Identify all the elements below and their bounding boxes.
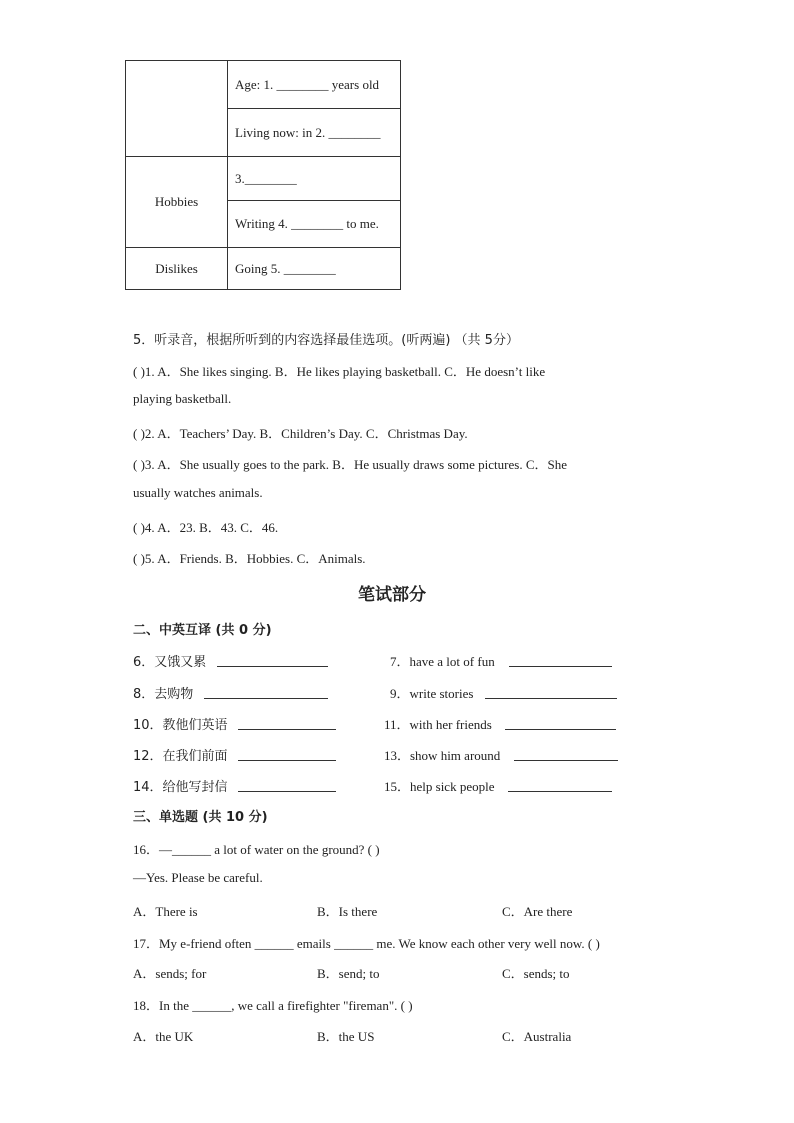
- listening-q3-line2: usually watches animals.: [133, 485, 263, 500]
- listening-q2: ( )2. A．Teachers’ Day. B．Children’s Day. C．Christmas Day.: [133, 426, 468, 441]
- choice-q17-option-b: B．send; to: [317, 966, 380, 981]
- listening-heading: 5．听录音，根据所听到的内容选择最佳选项。(听两遍) （共 5分）: [133, 333, 519, 348]
- translate-item-7: 7．have a lot of fun: [390, 654, 495, 669]
- choice-heading: 三、单选题 (共 10 分): [133, 810, 268, 825]
- table-cell-age: Age: 1. ________ years old: [228, 61, 401, 109]
- answer-line-15: [508, 791, 612, 792]
- answer-line-12: [238, 760, 336, 761]
- listening-q1-line2: playing basketball.: [133, 391, 232, 406]
- choice-q18-option-a: A．the UK: [133, 1029, 194, 1044]
- listening-q5: ( )5. A．Friends. B．Hobbies. C．Animals.: [133, 551, 366, 566]
- answer-line-11: [505, 729, 616, 730]
- table-cell-living: Living now: in 2. ________: [228, 109, 401, 157]
- listening-q4: ( )4. A．23. B．43. C．46.: [133, 520, 279, 535]
- answer-line-8: [204, 698, 328, 699]
- choice-q18: 18．In the ______, we call a firefighter "fireman". ( ): [133, 998, 413, 1013]
- written-section-title: 笔试部分: [358, 585, 426, 605]
- answer-line-10: [238, 729, 336, 730]
- answer-line-13: [514, 760, 618, 761]
- choice-q16-option-b: B．Is there: [317, 904, 378, 919]
- table-cell-hobby3: 3.________: [228, 157, 401, 201]
- translate-item-8: 8．去购物: [133, 687, 194, 702]
- choice-q18-option-c: C．Australia: [502, 1029, 572, 1044]
- choice-q17-option-c: C．sends; to: [502, 966, 570, 981]
- table-label-hobbies: Hobbies: [126, 157, 228, 248]
- translate-item-9: 9．write stories: [390, 686, 474, 701]
- translate-item-10: 10．教他们英语: [133, 718, 228, 733]
- translate-item-6: 6．又饿又累: [133, 655, 207, 670]
- table-label-blank: [126, 61, 228, 157]
- choice-q18-option-b: B．the US: [317, 1029, 375, 1044]
- translate-item-14: 14．给他写封信: [133, 780, 228, 795]
- choice-q17-option-a: A．sends; for: [133, 966, 207, 981]
- table-cell-hobby4: Writing 4. ________ to me.: [228, 201, 401, 248]
- choice-q16-reply: —Yes. Please be careful.: [133, 870, 263, 885]
- choice-q17: 17．My e-friend often ______ emails ______ me. We know each other very well now. ( ): [133, 936, 600, 951]
- table-cell-dislike5: Going 5. ________: [228, 248, 401, 290]
- table-label-dislikes: Dislikes: [126, 248, 228, 290]
- translate-heading: 二、中英互译 (共 0 分): [133, 623, 272, 638]
- answer-line-9: [485, 698, 617, 699]
- answer-line-7: [509, 666, 612, 667]
- choice-q16-option-c: C．Are there: [502, 904, 573, 919]
- translate-item-15: 15．help sick people: [384, 779, 495, 794]
- answer-line-6: [217, 666, 328, 667]
- translate-item-11: 11．with her friends: [384, 717, 492, 732]
- answer-line-14: [238, 791, 336, 792]
- info-table: [125, 60, 401, 290]
- choice-q16: 16．—______ a lot of water on the ground? ( ): [133, 842, 380, 857]
- choice-q16-option-a: A．There is: [133, 904, 198, 919]
- listening-q1-line1: ( )1. A．She likes singing. B．He likes playing basketball. C．He doesn’t like: [133, 364, 546, 379]
- listening-q3-line1: ( )3. A．She usually goes to the park. B．He usually draws some pictures. C．She: [133, 457, 567, 472]
- translate-item-13: 13．show him around: [384, 748, 501, 763]
- translate-item-12: 12．在我们前面: [133, 749, 228, 764]
